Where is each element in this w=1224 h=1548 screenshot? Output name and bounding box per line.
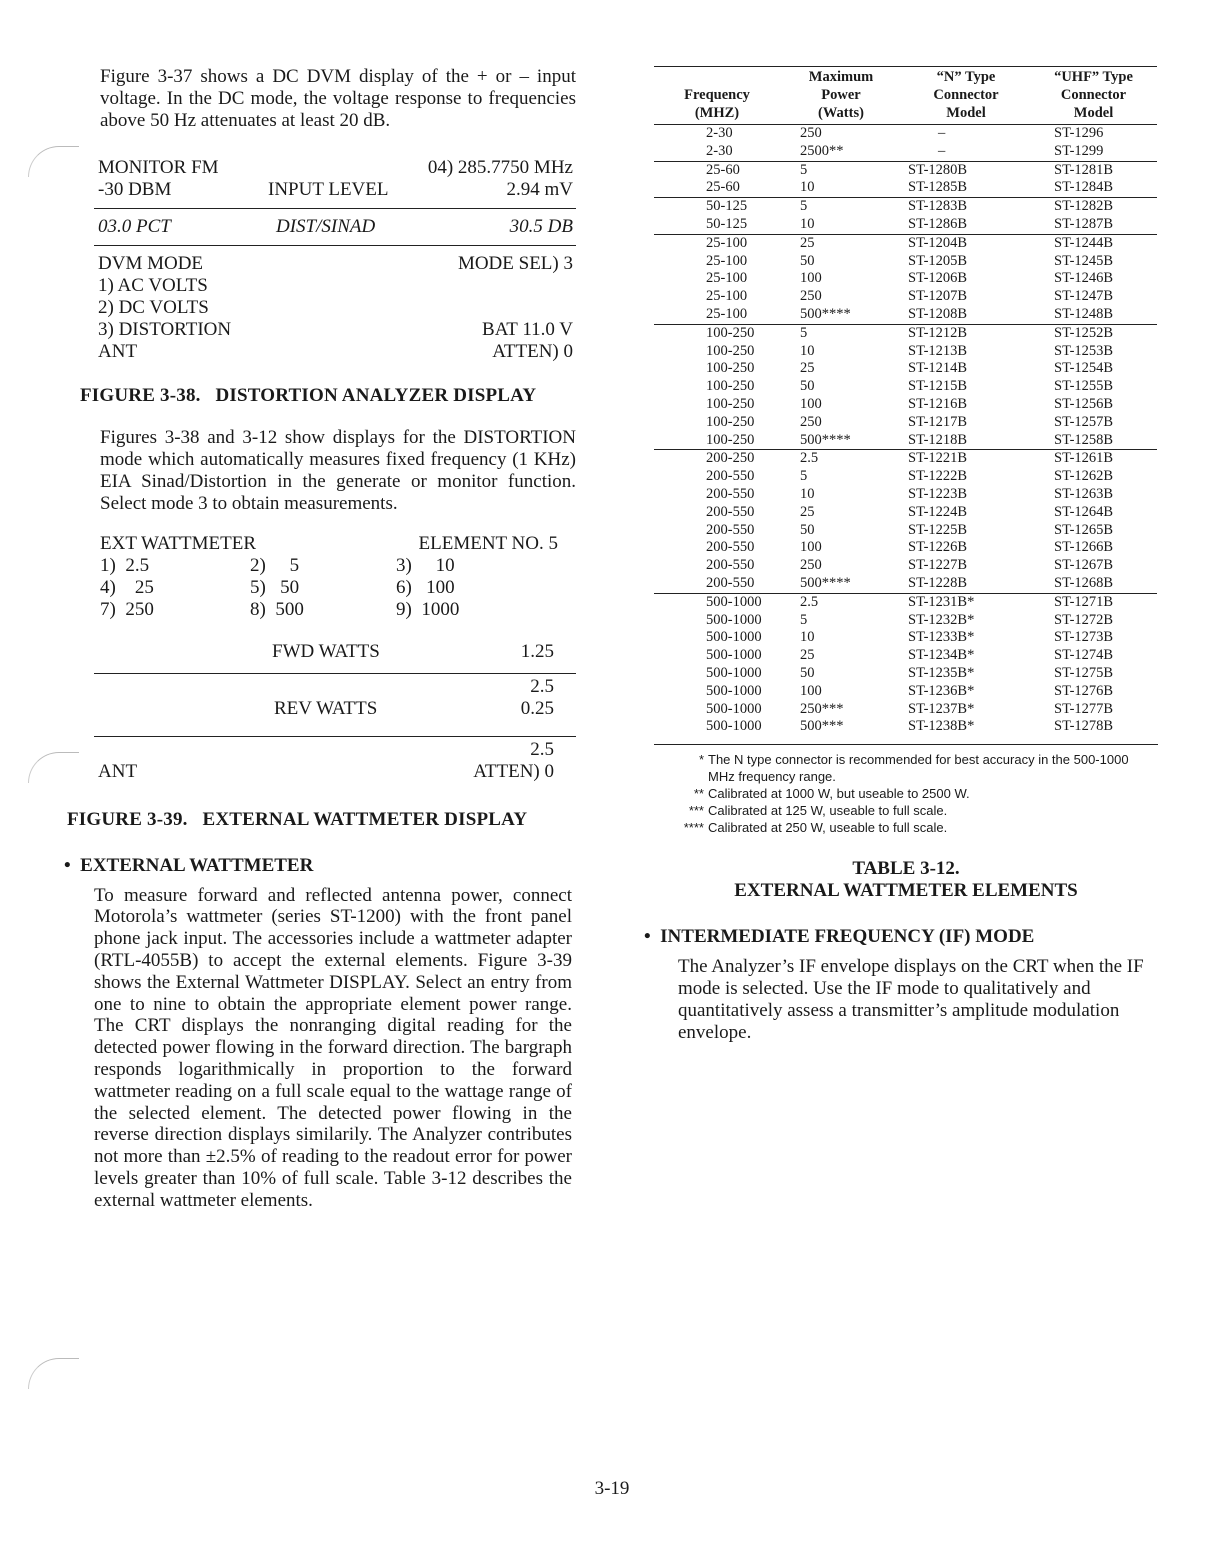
n-type-model-cell: ST-1285B: [908, 179, 968, 196]
uhf-type-model-cell: ST-1272B: [1054, 611, 1114, 628]
n-type-model-cell: ST-1222B: [908, 468, 968, 485]
frequency-cell: 500-1000: [706, 682, 762, 699]
table-caption: [654, 858, 1158, 902]
n-type-model-cell: ST-1208B: [908, 305, 968, 322]
table-row: [654, 665, 1157, 683]
table-row: [654, 378, 1157, 396]
n-type-model-cell: ST-1207B: [908, 288, 968, 305]
atten-value: ATTEN) 0: [492, 341, 573, 363]
table-caption-number: TABLE 3-12.: [852, 858, 960, 880]
table-row: [654, 234, 1157, 252]
intro-paragraph: Figure 3-37 shows a DC DVM display of the + or – input voltage. In the DC mode, the voltage response to frequencies above 50 Hz attenuates at least 20 dB.: [100, 66, 576, 131]
uhf-type-model-cell: ST-1299: [1054, 142, 1104, 159]
power-cell: 500****: [800, 305, 851, 322]
uhf-type-model-cell: ST-1252B: [1030, 324, 1157, 342]
dvm-display: [94, 157, 576, 363]
n-type-model-cell: ST-1204B: [902, 234, 1030, 252]
n-type-model-cell: –: [902, 125, 1030, 143]
figure-caption: FIGURE 3-38. DISTORTION ANALYZER DISPLAY: [80, 385, 537, 407]
scan-mark: [28, 1358, 79, 1389]
frequency-cell: 200-550: [706, 539, 755, 556]
power-cell: 10: [800, 485, 815, 502]
uhf-type-model-cell: ST-1257B: [1054, 413, 1114, 430]
mode-option: 1) AC VOLTS: [98, 275, 208, 297]
table-body: [654, 125, 1157, 737]
table-row: [654, 718, 1157, 736]
n-type-model-cell: ST-1237B*: [908, 700, 975, 717]
uhf-type-model-cell: ST-1277B: [1054, 700, 1114, 717]
table-row: [654, 396, 1157, 414]
n-type-model-cell: ST-1228B: [908, 574, 968, 591]
power-cell: 2.5: [780, 450, 902, 468]
table-row: [654, 612, 1157, 630]
power-cell: 250: [800, 557, 822, 574]
power-cell: 25: [800, 503, 815, 520]
power-cell: 50: [800, 252, 815, 269]
uhf-type-model-cell: ST-1296: [1030, 125, 1157, 143]
element-option: 9) 1000: [396, 598, 460, 620]
uhf-type-model-cell: ST-1281B: [1030, 161, 1157, 179]
power-cell: 50: [800, 378, 815, 395]
uhf-type-model-cell: ST-1244B: [1030, 234, 1157, 252]
divider: [94, 245, 576, 246]
table-row: [654, 557, 1157, 575]
table-note: [654, 819, 1158, 836]
external-wattmeter-paragraph: To measure forward and reflected antenna power, connect Motorola’s wattmeter (series ST-1200) with the front panel phone jack input. The accessories include a wattmeter adapter (RTL-4055B) to accept the external elements. Figure 3-39 shows the External Wattmeter DISPLAY. Select an entry from one to nine to obtain the appropriate element power range. The CRT displays the nonranging digital reading for the detected power flowing in the forward direction. The bargraph responds logarithmically in proportion to the forward wattmeter reading on a full scale equal to the wattage range of the selected element. The detected power flowing in the reverse direction displays similarily. The Analyzer contributes not more than ±2.5% of reading to the readout error for power levels greater than 10% of full scale. Table 3-12 describes the external wattmeter elements.: [94, 884, 572, 1211]
n-type-model-cell: ST-1215B: [908, 378, 968, 395]
frequency-cell: 25-100: [654, 234, 780, 252]
element-option: 5) 50: [250, 576, 300, 598]
n-type-model-cell: ST-1212B: [902, 324, 1030, 342]
dbm-value: -30 DBM: [98, 179, 172, 201]
uhf-type-model-cell: ST-1267B: [1054, 557, 1114, 574]
wattmeter-display: [94, 533, 576, 783]
table-note: [654, 802, 1158, 819]
power-cell: 50: [800, 521, 815, 538]
left-column: [64, 66, 576, 1212]
uhf-type-model-cell: ST-1287B: [1054, 215, 1114, 232]
uhf-type-model-cell: ST-1268B: [1054, 574, 1114, 591]
power-cell: 100: [800, 270, 822, 287]
mode-option: 3) DISTORTION: [98, 319, 232, 341]
power-cell: 500***: [800, 718, 844, 735]
frequency-cell: 100-250: [706, 413, 755, 430]
dist-sinad-label: DIST/SINAD: [276, 216, 376, 238]
table-row: [654, 432, 1157, 450]
table-row: [654, 486, 1157, 504]
n-type-model-cell: ST-1206B: [908, 270, 968, 287]
table-note: [654, 785, 1158, 802]
power-cell: 250: [800, 288, 822, 305]
power-cell: 2500**: [800, 142, 844, 159]
uhf-type-model-cell: ST-1247B: [1054, 288, 1114, 305]
mode-select-value: MODE SEL) 3: [457, 253, 573, 275]
n-type-model-cell: ST-1224B: [908, 503, 968, 520]
n-type-model-cell: ST-1232B*: [908, 611, 975, 628]
uhf-type-model-cell: ST-1264B: [1054, 503, 1114, 520]
figure-caption: FIGURE 3-39. EXTERNAL WATTMETER DISPLAY: [67, 808, 528, 830]
uhf-type-model-cell: ST-1254B: [1054, 360, 1114, 377]
uhf-type-model-cell: ST-1273B: [1054, 629, 1114, 646]
page-number: 3-19: [594, 1478, 630, 1499]
uhf-type-model-cell: ST-1271B: [1030, 593, 1157, 611]
frequency-cell: 200-550: [706, 468, 755, 485]
ext-wattmeter-title: EXT WATTMETER: [100, 532, 257, 554]
fwd-watts-value: 1.25: [520, 640, 554, 662]
n-type-model-cell: ST-1234B*: [908, 647, 975, 664]
power-cell: 5: [780, 324, 902, 342]
uhf-type-model-cell: ST-1245B: [1054, 252, 1114, 269]
table-row: [654, 288, 1157, 306]
note-text: Calibrated at 1000 W, but useable to 2500 W.: [708, 786, 970, 802]
element-option: 6) 100: [396, 576, 455, 598]
uhf-type-model-cell: ST-1263B: [1054, 485, 1114, 502]
power-cell: 10: [800, 215, 815, 232]
note-text: The N type connector is recommended for best accuracy in the 500-1000 MHz frequency range.: [708, 752, 1129, 785]
uhf-type-model-cell: ST-1265B: [1054, 521, 1114, 538]
uhf-type-model-cell: ST-1262B: [1054, 468, 1114, 485]
table-row: [654, 414, 1157, 432]
n-type-model-cell: ST-1223B: [908, 485, 968, 502]
frequency-cell: 2-30: [706, 142, 733, 159]
power-cell: 250: [780, 125, 902, 143]
table-row: [654, 575, 1157, 593]
wattmeter-elements-table: [654, 66, 1157, 736]
frequency-cell: 500-1000: [706, 611, 762, 628]
ant-label: ANT: [98, 760, 138, 782]
column-header: Maximum Power (Watts): [808, 69, 874, 121]
table-row: [654, 360, 1157, 378]
note-symbol: ****: [683, 820, 704, 836]
bargraph-line: [94, 736, 576, 737]
table-note: [654, 751, 1158, 785]
n-type-model-cell: ST-1227B: [908, 557, 968, 574]
n-type-model-cell: ST-1280B: [902, 161, 1030, 179]
frequency-cell: 25-60: [654, 161, 780, 179]
table-row: [654, 324, 1157, 342]
frequency-cell: 500-1000: [654, 593, 780, 611]
uhf-type-model-cell: ST-1274B: [1054, 647, 1114, 664]
frequency-cell: 25-100: [706, 270, 748, 287]
table-row: [654, 179, 1157, 197]
power-cell: 10: [800, 629, 815, 646]
element-option: 2) 5: [250, 554, 300, 576]
table-row: [654, 647, 1157, 665]
column-header: “UHF” Type Connector Model: [1054, 69, 1133, 121]
element-option: 3) 10: [396, 554, 455, 576]
frequency-cell: 25-100: [706, 305, 748, 322]
input-level-value: 2.94 mV: [506, 179, 573, 201]
n-type-model-cell: ST-1233B*: [908, 629, 975, 646]
n-type-model-cell: ST-1213B: [908, 342, 968, 359]
table-row: [654, 629, 1157, 647]
uhf-type-model-cell: ST-1284B: [1054, 179, 1114, 196]
table-header-row: [654, 67, 1157, 125]
note-text: Calibrated at 125 W, useable to full scale.: [708, 803, 948, 819]
n-type-model-cell: ST-1217B: [908, 413, 968, 430]
section-heading: • INTERMEDIATE FREQUENCY (IF) MODE: [644, 926, 1035, 948]
dvm-mode-label: DVM MODE: [98, 253, 204, 275]
uhf-type-model-cell: ST-1282B: [1030, 198, 1157, 216]
frequency-cell: 500-1000: [706, 664, 762, 681]
table-row: [654, 539, 1157, 557]
power-cell: 10: [800, 179, 815, 196]
scan-mark: [28, 146, 79, 177]
frequency-cell: 500-1000: [706, 629, 762, 646]
uhf-type-model-cell: ST-1266B: [1054, 539, 1114, 556]
input-level-label: INPUT LEVEL: [268, 179, 389, 201]
frequency-cell: 100-250: [706, 342, 755, 359]
frequency-cell: 100-250: [706, 360, 755, 377]
uhf-type-model-cell: ST-1276B: [1054, 682, 1114, 699]
table-row: [654, 306, 1157, 324]
scan-mark: [28, 752, 79, 783]
table-row: [654, 450, 1157, 468]
frequency-cell: 25-100: [706, 252, 748, 269]
n-type-model-cell: ST-1218B: [908, 431, 968, 448]
n-type-model-cell: ST-1225B: [908, 521, 968, 538]
rev-watts-value: 0.25: [520, 697, 554, 719]
frequency-cell: 100-250: [706, 378, 755, 395]
power-cell: 50: [800, 664, 815, 681]
db-value: 30.5 DB: [509, 216, 573, 238]
frequency-cell: 100-250: [706, 431, 755, 448]
table-row: [654, 161, 1157, 179]
frequency-value: 04) 285.7750 MHz: [427, 157, 573, 179]
power-cell: 100: [800, 539, 822, 556]
n-type-model-cell: ST-1286B: [908, 215, 968, 232]
power-cell: 25: [780, 234, 902, 252]
frequency-cell: 500-1000: [706, 700, 762, 717]
uhf-type-model-cell: ST-1255B: [1054, 378, 1114, 395]
table-row: [654, 216, 1157, 234]
frequency-cell: 2-30: [654, 125, 780, 143]
divider: [94, 208, 576, 209]
element-option: 4) 25: [100, 576, 154, 598]
scale-value: 2.5: [530, 738, 554, 760]
power-cell: 25: [800, 360, 815, 377]
column-header: “N” Type Connector Model: [933, 69, 999, 121]
n-type-model-cell: ST-1238B*: [908, 718, 975, 735]
table-notes: [654, 744, 1158, 836]
power-cell: 100: [800, 395, 822, 412]
if-mode-paragraph: The Analyzer’s IF envelope displays on the CRT when the IF mode is selected. Use the IF mode to qualitatively and quantitatively assess a transmitter’s amplitude modulation envelope.: [678, 956, 1144, 1044]
pct-value: 03.0 PCT: [98, 216, 171, 238]
frequency-cell: 200-550: [706, 574, 755, 591]
table-row: [654, 270, 1157, 288]
n-type-model-cell: ST-1205B: [908, 252, 968, 269]
frequency-cell: 25-60: [706, 179, 740, 196]
frequency-cell: 100-250: [654, 324, 780, 342]
n-type-model-cell: ST-1236B*: [908, 682, 975, 699]
uhf-type-model-cell: ST-1253B: [1054, 342, 1114, 359]
n-type-model-cell: ST-1283B: [902, 198, 1030, 216]
power-cell: 10: [800, 342, 815, 359]
frequency-cell: 25-100: [706, 288, 748, 305]
n-type-model-cell: ST-1214B: [908, 360, 968, 377]
frequency-cell: 50-125: [706, 215, 748, 232]
mode-option: 2) DC VOLTS: [98, 297, 209, 319]
note-symbol: **: [693, 786, 704, 802]
uhf-type-model-cell: ST-1275B: [1054, 664, 1114, 681]
power-cell: 5: [800, 468, 808, 485]
frequency-cell: 500-1000: [706, 718, 762, 735]
distortion-paragraph: Figures 3-38 and 3-12 show displays for the DISTORTION mode which automatically measures fixed frequency (1 KHz) EIA Sinad/Distortion in the generate or monitor function. Select mode 3 to obtain measurements.: [100, 427, 576, 514]
table-row: [654, 504, 1157, 522]
power-cell: 500****: [800, 431, 851, 448]
table-row: [654, 343, 1157, 361]
frequency-cell: 500-1000: [706, 647, 762, 664]
table-row: [654, 522, 1157, 540]
table-caption-title: EXTERNAL WATTMETER ELEMENTS: [734, 880, 1078, 902]
power-cell: 2.5: [780, 593, 902, 611]
right-column: [644, 66, 1158, 1063]
uhf-type-model-cell: ST-1256B: [1054, 395, 1114, 412]
n-type-model-cell: ST-1226B: [908, 539, 968, 556]
frequency-cell: 200-550: [706, 503, 755, 520]
table-row: [654, 593, 1157, 611]
uhf-type-model-cell: ST-1246B: [1054, 270, 1114, 287]
note-symbol: ***: [688, 803, 704, 819]
power-cell: 5: [800, 611, 808, 628]
table-row: [654, 683, 1157, 701]
note-text: Calibrated at 250 W, useable to full scale.: [708, 820, 948, 836]
frequency-cell: 100-250: [706, 395, 755, 412]
element-option: 1) 2.5: [100, 554, 150, 576]
frequency-cell: 200-550: [706, 485, 755, 502]
note-symbol: *: [698, 752, 704, 768]
power-cell: 5: [780, 161, 902, 179]
frequency-cell: 50-125: [654, 198, 780, 216]
uhf-type-model-cell: ST-1258B: [1054, 431, 1114, 448]
section-heading: • EXTERNAL WATTMETER: [64, 854, 314, 876]
table-row: [654, 198, 1157, 216]
table-row: [654, 125, 1157, 143]
scale-value: 2.5: [530, 675, 554, 697]
n-type-model-cell: ST-1231B*: [902, 593, 1030, 611]
table-row: [654, 701, 1157, 719]
battery-value: BAT 11.0 V: [482, 319, 573, 341]
uhf-type-model-cell: ST-1248B: [1054, 305, 1114, 322]
power-cell: 250: [800, 413, 822, 430]
rev-watts-label: REV WATTS: [274, 697, 378, 719]
fwd-watts-label: FWD WATTS: [272, 640, 380, 662]
frequency-cell: 200-550: [706, 557, 755, 574]
frequency-cell: 200-250: [654, 450, 780, 468]
monitor-label: MONITOR FM: [98, 157, 219, 179]
n-type-model-cell: ST-1235B*: [908, 664, 975, 681]
power-cell: 25: [800, 647, 815, 664]
bargraph-line: [94, 673, 576, 674]
n-type-model-cell: ST-1216B: [908, 395, 968, 412]
atten-value: ATTEN) 0: [473, 760, 554, 782]
ant-label: ANT: [98, 341, 138, 363]
table-row: [654, 143, 1157, 161]
power-cell: 100: [800, 682, 822, 699]
element-option: 7) 250: [100, 598, 154, 620]
table-row: [654, 253, 1157, 271]
power-cell: 250***: [800, 700, 844, 717]
element-number: ELEMENT NO. 5: [418, 532, 558, 554]
frequency-cell: 200-550: [706, 521, 755, 538]
uhf-type-model-cell: ST-1261B: [1030, 450, 1157, 468]
power-cell: 5: [780, 198, 902, 216]
n-type-model-cell: ST-1221B: [902, 450, 1030, 468]
power-cell: 500****: [800, 574, 851, 591]
table-row: [654, 468, 1157, 486]
element-option: 8) 500: [250, 598, 304, 620]
column-header: Frequency (MHZ): [684, 87, 750, 121]
n-type-model-cell: –: [938, 142, 946, 159]
element-grid: [94, 555, 576, 621]
uhf-type-model-cell: ST-1278B: [1054, 718, 1114, 735]
